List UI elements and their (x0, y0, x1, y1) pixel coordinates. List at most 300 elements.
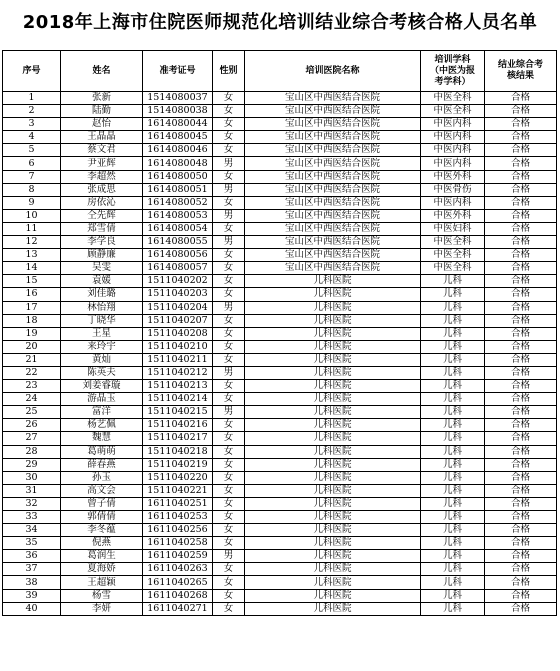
cell-subject: 儿科 (421, 524, 485, 537)
table-row (3, 563, 557, 576)
table-row (3, 471, 557, 484)
cell-seq: 38 (3, 576, 61, 589)
cell-name: 夏海娇 (61, 563, 143, 576)
cell-subject: 儿科 (421, 380, 485, 393)
cell-seq: 15 (3, 275, 61, 288)
cell-gender: 女 (213, 419, 245, 432)
cell-hospital: 宝山区中西医结合医院 (245, 183, 421, 196)
cell-exam-no: 1611040256 (143, 524, 213, 537)
cell-exam-no: 1514080037 (143, 92, 213, 105)
cell-seq: 21 (3, 353, 61, 366)
cell-exam-no: 1611040251 (143, 497, 213, 510)
cell-seq: 40 (3, 602, 61, 615)
header-subject (421, 51, 485, 92)
cell-exam-no: 1511040214 (143, 393, 213, 406)
cell-gender: 女 (213, 458, 245, 471)
cell-subject: 中医内科 (421, 131, 485, 144)
cell-exam-no: 1511040215 (143, 406, 213, 419)
cell-gender: 女 (213, 380, 245, 393)
cell-subject: 儿科 (421, 393, 485, 406)
cell-gender: 女 (213, 393, 245, 406)
cell-subject: 儿科 (421, 602, 485, 615)
table-row (3, 340, 557, 353)
table-row (3, 183, 557, 196)
cell-gender: 女 (213, 196, 245, 209)
cell-exam-no: 1511040208 (143, 327, 213, 340)
cell-subject: 儿科 (421, 340, 485, 353)
header-result (485, 51, 557, 92)
cell-gender: 男 (213, 366, 245, 379)
cell-result: 合格 (485, 327, 557, 340)
cell-result: 合格 (485, 550, 557, 563)
table-row (3, 118, 557, 131)
table-row (3, 511, 557, 524)
cell-gender: 女 (213, 497, 245, 510)
cell-name: 李学良 (61, 236, 143, 249)
cell-hospital: 儿科医院 (245, 275, 421, 288)
cell-seq: 14 (3, 262, 61, 275)
cell-result: 合格 (485, 524, 557, 537)
cell-gender: 女 (213, 576, 245, 589)
qualified-personnel-table (2, 50, 557, 616)
cell-seq: 25 (3, 406, 61, 419)
cell-hospital: 宝山区中西医结合医院 (245, 105, 421, 118)
cell-hospital: 儿科医院 (245, 301, 421, 314)
cell-exam-no: 1611040271 (143, 602, 213, 615)
cell-exam-no: 1511040221 (143, 484, 213, 497)
cell-hospital: 儿科医院 (245, 537, 421, 550)
cell-name: 曾子倩 (61, 497, 143, 510)
cell-hospital: 儿科医院 (245, 458, 421, 471)
header-result-line1: 结业综合考 (497, 60, 543, 70)
cell-gender: 女 (213, 170, 245, 183)
cell-hospital: 宝山区中西医结合医院 (245, 170, 421, 183)
table-row (3, 380, 557, 393)
cell-gender: 女 (213, 222, 245, 235)
table-row (3, 602, 557, 615)
cell-subject: 儿科 (421, 301, 485, 314)
cell-seq: 39 (3, 589, 61, 602)
cell-hospital: 儿科医院 (245, 550, 421, 563)
table-row (3, 576, 557, 589)
cell-exam-no: 1511040219 (143, 458, 213, 471)
cell-subject: 中医内科 (421, 118, 485, 131)
cell-seq: 8 (3, 183, 61, 196)
table-row (3, 131, 557, 144)
cell-gender: 女 (213, 563, 245, 576)
table-row (3, 484, 557, 497)
cell-hospital: 儿科医院 (245, 340, 421, 353)
cell-exam-no: 1511040202 (143, 275, 213, 288)
cell-gender: 女 (213, 92, 245, 105)
cell-gender: 女 (213, 524, 245, 537)
cell-result: 合格 (485, 602, 557, 615)
cell-exam-no: 1614080048 (143, 157, 213, 170)
cell-result: 合格 (485, 406, 557, 419)
cell-name: 刘佳璐 (61, 288, 143, 301)
cell-result: 合格 (485, 393, 557, 406)
table-row (3, 497, 557, 510)
cell-result: 合格 (485, 458, 557, 471)
cell-subject: 儿科 (421, 563, 485, 576)
cell-result: 合格 (485, 222, 557, 235)
cell-hospital: 宝山区中西医结合医院 (245, 236, 421, 249)
table-row (3, 144, 557, 157)
cell-result: 合格 (485, 209, 557, 222)
cell-gender: 女 (213, 105, 245, 118)
cell-gender: 男 (213, 301, 245, 314)
table-row (3, 550, 557, 563)
cell-name: 尹亚辉 (61, 157, 143, 170)
cell-seq: 26 (3, 419, 61, 432)
cell-name: 王星 (61, 327, 143, 340)
cell-name: 杨艺佩 (61, 419, 143, 432)
cell-name: 刘姜睿璇 (61, 380, 143, 393)
cell-gender: 女 (213, 327, 245, 340)
cell-seq: 11 (3, 222, 61, 235)
table-row (3, 366, 557, 379)
cell-seq: 6 (3, 157, 61, 170)
cell-subject: 儿科 (421, 497, 485, 510)
cell-seq: 9 (3, 196, 61, 209)
cell-result: 合格 (485, 196, 557, 209)
cell-name: 陆勤 (61, 105, 143, 118)
cell-result: 合格 (485, 131, 557, 144)
cell-subject: 儿科 (421, 432, 485, 445)
cell-seq: 34 (3, 524, 61, 537)
cell-seq: 20 (3, 340, 61, 353)
cell-result: 合格 (485, 144, 557, 157)
cell-gender: 女 (213, 144, 245, 157)
cell-result: 合格 (485, 353, 557, 366)
cell-subject: 中医骨伤 (421, 183, 485, 196)
cell-gender: 女 (213, 484, 245, 497)
cell-result: 合格 (485, 340, 557, 353)
cell-subject: 中医妇科 (421, 222, 485, 235)
cell-exam-no: 1511040203 (143, 288, 213, 301)
cell-exam-no: 1511040210 (143, 340, 213, 353)
cell-gender: 女 (213, 589, 245, 602)
cell-hospital: 儿科医院 (245, 380, 421, 393)
cell-result: 合格 (485, 366, 557, 379)
cell-name: 赵怡 (61, 118, 143, 131)
cell-name: 顾静廉 (61, 249, 143, 262)
cell-seq: 10 (3, 209, 61, 222)
cell-gender: 女 (213, 537, 245, 550)
cell-seq: 28 (3, 445, 61, 458)
cell-subject: 儿科 (421, 589, 485, 602)
cell-exam-no: 1614080052 (143, 196, 213, 209)
cell-subject: 中医全科 (421, 105, 485, 118)
cell-exam-no: 1511040204 (143, 301, 213, 314)
cell-seq: 31 (3, 484, 61, 497)
cell-subject: 儿科 (421, 484, 485, 497)
cell-hospital: 儿科医院 (245, 327, 421, 340)
cell-hospital: 儿科医院 (245, 432, 421, 445)
cell-name: 丁晓华 (61, 314, 143, 327)
cell-seq: 24 (3, 393, 61, 406)
cell-hospital: 儿科医院 (245, 419, 421, 432)
cell-gender: 男 (213, 406, 245, 419)
cell-gender: 女 (213, 602, 245, 615)
cell-name: 张新 (61, 92, 143, 105)
cell-hospital: 儿科医院 (245, 589, 421, 602)
cell-hospital: 宝山区中西医结合医院 (245, 196, 421, 209)
cell-result: 合格 (485, 118, 557, 131)
cell-subject: 儿科 (421, 458, 485, 471)
page-title: 2018年上海市住院医师规范化培训结业综合考核合格人员名单 (22, 12, 538, 33)
cell-hospital: 宝山区中西医结合医院 (245, 92, 421, 105)
cell-result: 合格 (485, 314, 557, 327)
cell-seq: 1 (3, 92, 61, 105)
cell-seq: 29 (3, 458, 61, 471)
cell-exam-no: 1614080044 (143, 118, 213, 131)
cell-hospital: 儿科医院 (245, 406, 421, 419)
cell-seq: 19 (3, 327, 61, 340)
cell-subject: 儿科 (421, 288, 485, 301)
cell-exam-no: 1614080046 (143, 144, 213, 157)
cell-exam-no: 1511040211 (143, 353, 213, 366)
cell-hospital: 儿科医院 (245, 576, 421, 589)
cell-subject: 儿科 (421, 327, 485, 340)
cell-result: 合格 (485, 589, 557, 602)
table-row (3, 301, 557, 314)
cell-gender: 女 (213, 118, 245, 131)
cell-result: 合格 (485, 445, 557, 458)
cell-name: 李冬蕴 (61, 524, 143, 537)
cell-subject: 中医全科 (421, 262, 485, 275)
table-row (3, 327, 557, 340)
table-row (3, 262, 557, 275)
cell-name: 富洋 (61, 406, 143, 419)
cell-exam-no: 1611040263 (143, 563, 213, 576)
cell-seq: 22 (3, 366, 61, 379)
cell-exam-no: 1611040258 (143, 537, 213, 550)
cell-result: 合格 (485, 275, 557, 288)
cell-exam-no: 1511040213 (143, 380, 213, 393)
cell-subject: 儿科 (421, 275, 485, 288)
cell-seq: 18 (3, 314, 61, 327)
cell-exam-no: 1614080051 (143, 183, 213, 196)
cell-subject: 中医全科 (421, 249, 485, 262)
cell-result: 合格 (485, 105, 557, 118)
cell-gender: 男 (213, 209, 245, 222)
cell-hospital: 儿科医院 (245, 524, 421, 537)
cell-name: 李超然 (61, 170, 143, 183)
table-row (3, 537, 557, 550)
cell-hospital: 宝山区中西医结合医院 (245, 144, 421, 157)
cell-exam-no: 1511040220 (143, 471, 213, 484)
cell-result: 合格 (485, 170, 557, 183)
header-subject-line1: 培训学科 (434, 54, 471, 65)
cell-hospital: 儿科医院 (245, 288, 421, 301)
table-row (3, 353, 557, 366)
cell-name: 魏慧 (61, 432, 143, 445)
cell-name: 郑雪倩 (61, 222, 143, 235)
cell-gender: 女 (213, 445, 245, 458)
header-exam-no: 准考证号 (143, 51, 213, 92)
cell-gender: 女 (213, 432, 245, 445)
cell-seq: 3 (3, 118, 61, 131)
cell-seq: 35 (3, 537, 61, 550)
cell-name: 杨雪 (61, 589, 143, 602)
cell-gender: 男 (213, 183, 245, 196)
table-row (3, 393, 557, 406)
header-subject-line3: 考学科） (434, 76, 471, 87)
table-row (3, 458, 557, 471)
cell-hospital: 儿科医院 (245, 393, 421, 406)
cell-exam-no: 1614080050 (143, 170, 213, 183)
cell-gender: 女 (213, 288, 245, 301)
cell-result: 合格 (485, 157, 557, 170)
cell-subject: 儿科 (421, 550, 485, 563)
cell-result: 合格 (485, 537, 557, 550)
cell-name: 黄灿 (61, 353, 143, 366)
cell-name: 吴雯 (61, 262, 143, 275)
cell-exam-no: 1614080053 (143, 209, 213, 222)
cell-name: 房依沁 (61, 196, 143, 209)
header-name: 姓名 (61, 51, 143, 92)
cell-seq: 30 (3, 471, 61, 484)
cell-exam-no: 1614080045 (143, 131, 213, 144)
cell-subject: 儿科 (421, 406, 485, 419)
cell-subject: 儿科 (421, 366, 485, 379)
cell-result: 合格 (485, 497, 557, 510)
cell-name: 王超颖 (61, 576, 143, 589)
cell-gender: 女 (213, 471, 245, 484)
cell-hospital: 宝山区中西医结合医院 (245, 249, 421, 262)
cell-seq: 33 (3, 511, 61, 524)
table-row (3, 105, 557, 118)
cell-subject: 儿科 (421, 576, 485, 589)
cell-exam-no: 1614080054 (143, 222, 213, 235)
cell-seq: 23 (3, 380, 61, 393)
cell-hospital: 宝山区中西医结合医院 (245, 262, 421, 275)
cell-exam-no: 1611040253 (143, 511, 213, 524)
cell-name: 陈英夫 (61, 366, 143, 379)
table-row (3, 432, 557, 445)
cell-hospital: 儿科医院 (245, 366, 421, 379)
cell-subject: 中医全科 (421, 92, 485, 105)
cell-name: 孙玉 (61, 471, 143, 484)
cell-hospital: 儿科医院 (245, 314, 421, 327)
cell-hospital: 儿科医院 (245, 353, 421, 366)
cell-seq: 7 (3, 170, 61, 183)
cell-seq: 36 (3, 550, 61, 563)
cell-exam-no: 1611040259 (143, 550, 213, 563)
table-row (3, 196, 557, 209)
cell-result: 合格 (485, 236, 557, 249)
cell-result: 合格 (485, 471, 557, 484)
table-row (3, 288, 557, 301)
cell-subject: 儿科 (421, 511, 485, 524)
cell-name: 仝先辉 (61, 209, 143, 222)
cell-exam-no: 1511040216 (143, 419, 213, 432)
cell-gender: 女 (213, 275, 245, 288)
cell-seq: 13 (3, 249, 61, 262)
cell-result: 合格 (485, 484, 557, 497)
cell-subject: 中医外科 (421, 170, 485, 183)
header-subject-line2: （中医为报 (429, 65, 475, 76)
cell-seq: 32 (3, 497, 61, 510)
cell-exam-no: 1511040218 (143, 445, 213, 458)
table-row (3, 589, 557, 602)
cell-subject: 中医内科 (421, 196, 485, 209)
cell-hospital: 儿科医院 (245, 511, 421, 524)
cell-name: 葛润生 (61, 550, 143, 563)
cell-exam-no: 1614080056 (143, 249, 213, 262)
table-row (3, 445, 557, 458)
cell-hospital: 儿科医院 (245, 602, 421, 615)
cell-name: 葛萌萌 (61, 445, 143, 458)
table-row (3, 406, 557, 419)
cell-name: 袁媛 (61, 275, 143, 288)
table-row (3, 92, 557, 105)
cell-result: 合格 (485, 576, 557, 589)
cell-result: 合格 (485, 301, 557, 314)
cell-subject: 儿科 (421, 314, 485, 327)
header-result-line2: 核结果 (506, 71, 534, 81)
cell-name: 李妍 (61, 602, 143, 615)
cell-name: 倪燕 (61, 537, 143, 550)
cell-result: 合格 (485, 249, 557, 262)
table-header-row (3, 51, 557, 92)
cell-result: 合格 (485, 380, 557, 393)
table-row (3, 209, 557, 222)
table-row (3, 170, 557, 183)
cell-subject: 儿科 (421, 445, 485, 458)
cell-seq: 12 (3, 236, 61, 249)
table-body (3, 92, 557, 616)
cell-subject: 中医内科 (421, 157, 485, 170)
cell-name: 王晶晶 (61, 131, 143, 144)
cell-result: 合格 (485, 511, 557, 524)
cell-name: 游晶玉 (61, 393, 143, 406)
cell-exam-no: 1614080057 (143, 262, 213, 275)
cell-exam-no: 1511040217 (143, 432, 213, 445)
cell-hospital: 宝山区中西医结合医院 (245, 222, 421, 235)
table-row (3, 157, 557, 170)
cell-seq: 2 (3, 105, 61, 118)
cell-hospital: 儿科医院 (245, 445, 421, 458)
table-row (3, 314, 557, 327)
cell-gender: 女 (213, 131, 245, 144)
cell-subject: 儿科 (421, 537, 485, 550)
cell-gender: 女 (213, 511, 245, 524)
cell-name: 薛春燕 (61, 458, 143, 471)
cell-gender: 女 (213, 340, 245, 353)
cell-gender: 男 (213, 157, 245, 170)
cell-name: 张成思 (61, 183, 143, 196)
cell-subject: 中医内科 (421, 144, 485, 157)
cell-result: 合格 (485, 92, 557, 105)
cell-seq: 5 (3, 144, 61, 157)
cell-gender: 男 (213, 550, 245, 563)
cell-result: 合格 (485, 563, 557, 576)
cell-gender: 女 (213, 353, 245, 366)
header-gender: 性别 (213, 51, 245, 92)
cell-exam-no: 1511040207 (143, 314, 213, 327)
cell-name: 蔡文君 (61, 144, 143, 157)
cell-gender: 女 (213, 262, 245, 275)
table-row (3, 222, 557, 235)
cell-seq: 4 (3, 131, 61, 144)
cell-exam-no: 1611040265 (143, 576, 213, 589)
cell-result: 合格 (485, 432, 557, 445)
cell-exam-no: 1511040212 (143, 366, 213, 379)
cell-gender: 女 (213, 314, 245, 327)
table-row (3, 236, 557, 249)
